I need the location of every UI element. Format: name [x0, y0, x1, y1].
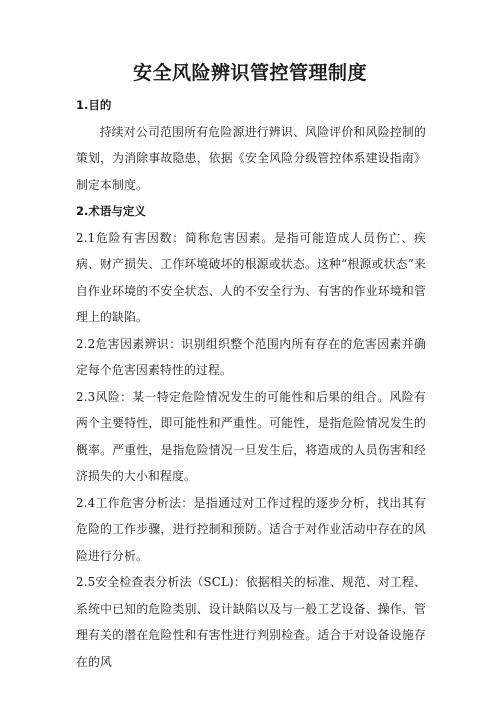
term-paragraph-2-3: 2.3风险：某一特定危险情况发生的可能性和后果的组合。风险有两个主要特性，即可能性和严重性。可能性，是指危险情况发生的概率。严重性，是指危险情况一旦发生后，将造成的人员伤害和经济损失的大小和程度。 [76, 389, 426, 483]
section-heading-terms: 2.术语与定义 [76, 204, 146, 218]
term-paragraph-2-5: 2.5安全检查表分析法（SCL)：依据相关的标准、规范、对工程、系统中已知的危险类别、设计缺陷以及与一般工艺设备、操作、管理有关的潜在危险性和有害性进行判别检查。适合于对设备设施存在的风 [76, 575, 426, 669]
section-heading-purpose: 1.目的 [76, 98, 112, 112]
term-paragraph-2-1: 2.1危险有害因数：简称危害因素。是指可能造成人员伤亡、疾病、财产损失、工作环境破坏的根源或状态。这种“根源或状态”来自作业环境的不安全状态、人的不安全行为、有害的作业环境和管理上的缺陷。 [76, 230, 426, 324]
document-title: 安全风险辨识管控管理制度 [132, 62, 367, 84]
term-paragraph-2-2: 2.2危害因素辨识：识别组织整个范围内所有存在的危害因素并确定每个危害因素特性的过程。 [76, 336, 426, 377]
purpose-paragraph: 持续对公司范围所有危险源进行辨识、风险评价和风险控制的策划，为消除事故隐患，依据《安全风险分级管控体系建设指南》制定本制度。 [76, 124, 426, 192]
term-paragraph-2-4: 2.4工作危害分析法：是指通过对工作过程的逐步分析，找出其有危险的工作步骤，进行控制和预防。适合于对作业活动中存在的风险进行分析。 [76, 495, 426, 563]
document-body [76, 92, 426, 675]
